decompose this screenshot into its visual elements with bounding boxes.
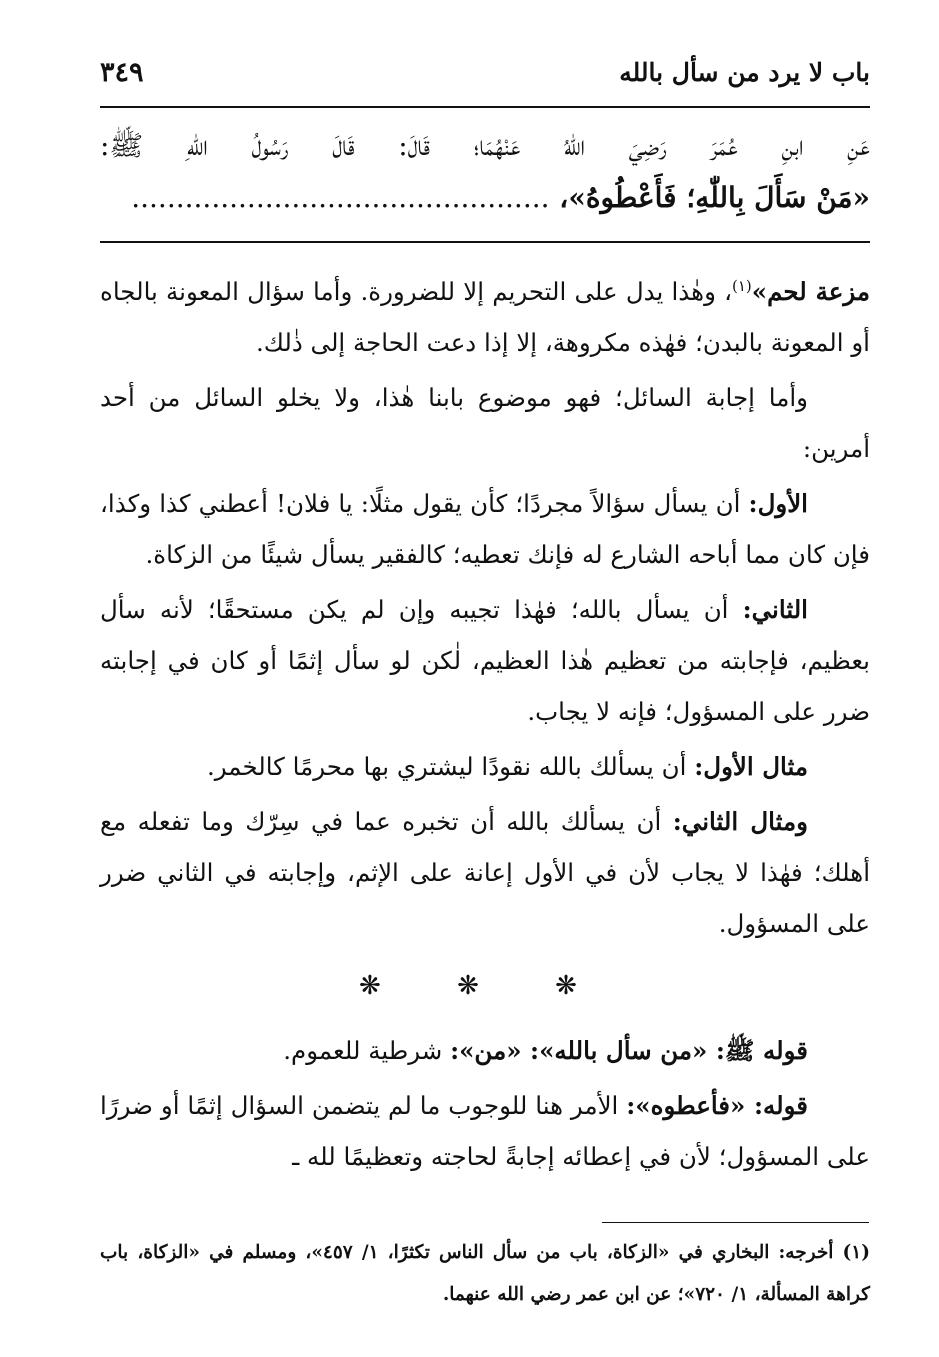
hadith-quote: «مَنْ سَأَلَ بِاللّٰهِ؛ فَأَعْطُوهُ» [568,181,870,214]
commentary-lead: قوله: «فأعطوه»: [626,1091,808,1120]
footnote-marker[interactable]: (١) [732,276,752,295]
paragraph [100,741,870,792]
page-header [100,52,870,92]
page-number: ٣٤٩ [100,56,144,88]
hadith-separator: ، [549,181,569,214]
commentary-text: الأمر هنا للوجوب ما لم يتضمن السؤال إثمًا أو ضررًا على المسؤول؛ لأن في إعطائه إجابةً لحاجته وتعظيمًا لله ـ [100,1091,870,1171]
paragraph-lead: مزعة لحم» [751,277,870,306]
hadith-chain: عَنِ ابنِ عُمَرَ رَضِيَ اللّٰهُ عَنْهُمَا؛ قَالَ: قَالَ رَسُولُ اللّٰهِ ﷺ: [100,129,870,162]
paragraph-text: ، وهٰذا يدل على التحريم إلا للضرورة. وأما سؤال المعونة بالجاه أو المعونة بالبدن؛ فهٰذه مكروهة، إلا إذا دعت الحاجة إلى ذٰلك. [100,277,870,357]
section-separator: ❋ ❋ ❋ [359,971,611,1001]
footnote-rule [602,1222,869,1223]
hadith-text [100,172,870,224]
paragraph-text: أن يسألك بالله أن تخبره عما في سِرّك وما تفعله مع أهلك؛ فهٰذا لا يجاب لأن في الأول إعانة على الإثم، وإجابته في الثاني ضرر على المسؤول. [100,807,870,938]
footnote: (١) أخرجه: البخاري في «الزكاة، باب من سأل الناس تكثرًا، ١/ ٤٥٧»، ومسلم في «الزكاة، باب كراهة المسألة، ١/ ٧٢٠»؛ عن ابن عمر رضي الله عنهما. [100,1242,870,1305]
paragraph [100,584,870,737]
commentary-paragraph [100,1080,870,1182]
footnotes [100,1232,870,1316]
paragraph [100,478,870,580]
hadith-block [100,120,870,224]
paragraph-lead: ومثال الثاني: [672,807,808,836]
commentary-lead: قوله ﷺ: «من سأل بالله»: «من»: [450,1036,808,1065]
commentary-text: شرطية للعموم. [283,1036,451,1065]
paragraph [100,266,870,368]
paragraph [100,796,870,949]
header-rule [100,106,870,108]
paragraph-lead: الثاني: [742,595,808,624]
paragraph-text: أن يسألك بالله نقودًا ليشتري بها محرمًا كالخمر. [206,752,695,781]
hadith-rule [100,241,870,243]
main-text [100,266,870,1186]
paragraph-lead: الأول: [748,489,808,518]
paragraph [100,372,870,474]
paragraph-text: أن يسأل سؤالاً مجردًا؛ كأن يقول مثلًا: يا فلان! أعطني كذا وكذا، فإن كان مما أباحه الشارع له فإنك تعطيه؛ كالفقير يسأل شيئًا من الزكاة. [100,489,870,569]
dotted-leader: ............................................... [131,181,550,214]
paragraph-text: وأما إجابة السائل؛ فهو موضوع بابنا هٰذا، ولا يخلو السائل من أحد أمرين: [100,383,870,463]
paragraph-text: أن يسأل بالله؛ فهٰذا تجيبه وإن لم يكن مستحقًا؛ لأنه سأل بعظيم، فإجابته من تعظيم هٰذا العظيم، لٰكن لو سأل إثمًا أو كان في إجابته ضرر على المسؤول؛ فإنه لا يجاب. [100,595,870,726]
running-title: باب لا يرد من سأل بالله [619,57,870,87]
paragraph-lead: مثال الأول: [694,752,808,781]
commentary-paragraph [100,1025,870,1076]
